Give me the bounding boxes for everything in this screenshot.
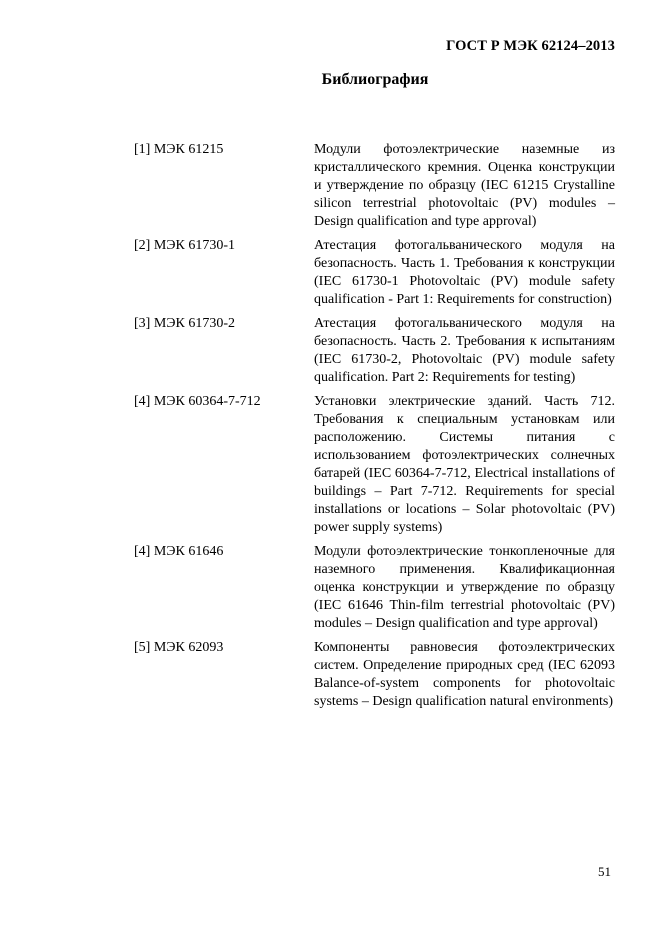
entry-description: Атестация фотогальванического модуля на безопасность. Часть 1. Требования к конструкции (IEC 61730-1 Photovoltaic (PV) module safety qualification - Part 1: Requirements for construction) [314, 238, 615, 307]
entry-reference: [4] МЭК 60364-7-712 [134, 394, 261, 409]
bibliography-entry-6 [134, 639, 615, 711]
entry-description: Атестация фотогальванического модуля на безопасность. Часть 2. Требования к испытаниям (IEC 61730-2, Photovoltaic (PV) module safety qualification. Part 2: Requirements for testing) [314, 316, 615, 385]
bibliography-entry-5 [134, 543, 615, 633]
entry-description: Модули фотоэлектрические тонкопленочные для наземного применения. Квалификационная оценка конструкции и утверждение по образцу (IEC 61646 Thin-film terrestrial photovoltaic (PV) modules – Design qualification and type approval) [314, 544, 615, 631]
entry-description: Компоненты равновесия фотоэлектрических систем. Определение природных сред (IEC 62093 Balance-of-system components for photovoltaic systems – Design qualification natural environments) [314, 640, 615, 709]
entry-description: Установки электрические зданий. Часть 712. Требования к специальным установкам или расположению. Системы питания с использованием фотоэлектрических солнечных батарей (IEC 60364-7-712, Electrical installations of buildings – Part 7-712. Requirements for special installations or locations – Solar photovoltaic (PV) power supply systems) [314, 394, 615, 535]
entry-reference: [4] МЭК 61646 [134, 544, 224, 559]
page-number: 51 [598, 864, 611, 879]
bibliography-entry-1 [134, 141, 615, 231]
entry-reference: [5] МЭК 62093 [134, 640, 224, 655]
bibliography-entry-4 [134, 393, 615, 537]
entry-reference: [2] МЭК 61730-1 [134, 238, 236, 253]
bibliography-entry-3 [134, 315, 615, 387]
document-header: ГОСТ Р МЭК 62124–2013 [446, 38, 615, 54]
entry-description: Модули фотоэлектрические наземные из кристаллического кремния. Оценка конструкции и утверждение по образцу (IEC 61215 Crystalline silicon terrestrial photovoltaic (PV) modules – Design qualification and type approval) [314, 142, 615, 229]
entry-reference: [1] МЭК 61215 [134, 142, 224, 157]
bibliography-entry-2 [134, 237, 615, 309]
page-title: Библиография [321, 71, 429, 88]
entry-reference: [3] МЭК 61730-2 [134, 316, 236, 331]
bibliography-list [134, 141, 615, 717]
